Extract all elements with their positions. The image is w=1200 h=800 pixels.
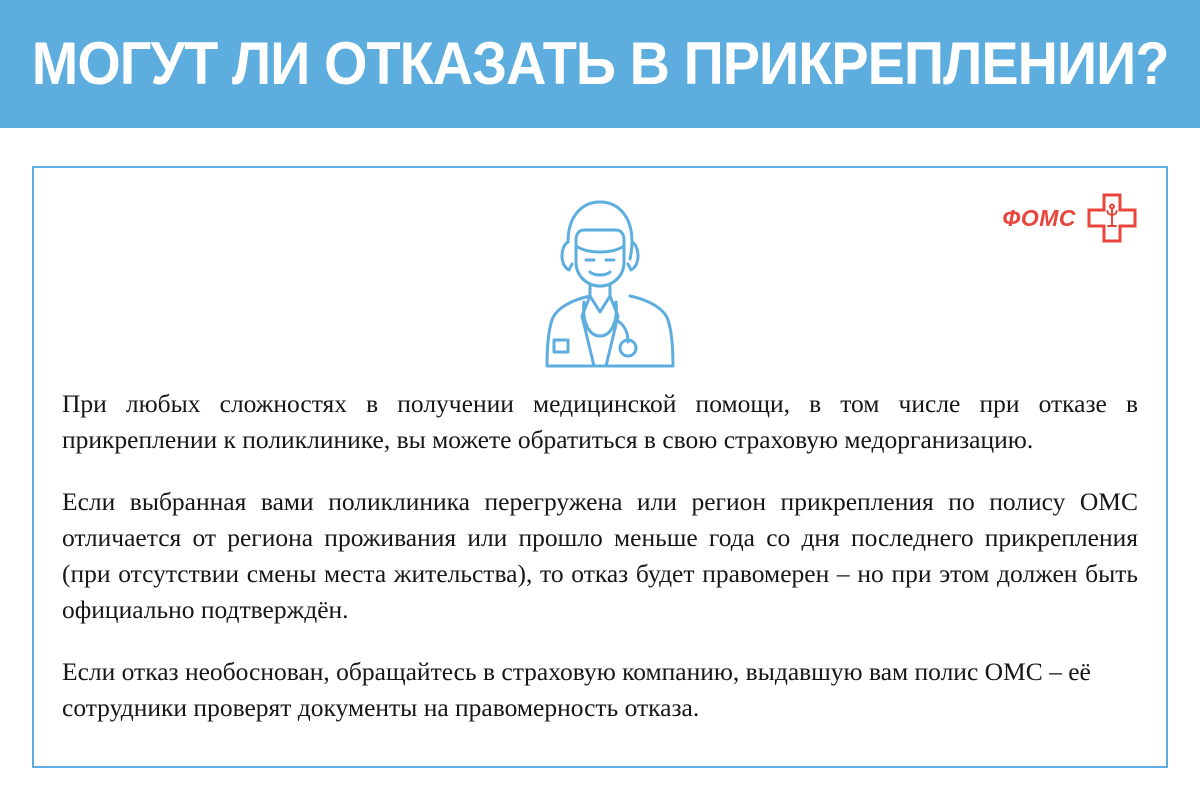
- doctor-with-stethoscope-icon: [510, 190, 690, 380]
- content-card: [32, 166, 1168, 768]
- header-banner: [0, 0, 1200, 128]
- page-title: МОГУТ ЛИ ОТКАЗАТЬ В ПРИКРЕПЛЕНИИ?: [31, 30, 1169, 97]
- body-text: [62, 386, 1138, 726]
- foms-logo-text: ФОМС: [1002, 204, 1076, 231]
- medical-cross-icon: [1086, 192, 1138, 244]
- paragraph-2: Если выбранная вами поликлиника перегружена или регион прикрепления по полису ОМС отличается от региона проживания или прошло меньше года со дня последнего прикрепления (при отсутствии смены места жительства), то отказ будет правомерен – но при этом должен быть официально подтверждён.: [62, 487, 1138, 624]
- paragraph-3: Если отказ необоснован, обращайтесь в страховую компанию, выдавшую вам полис ОМС – её сотрудники проверят документы на правомерность отказа.: [62, 657, 1091, 722]
- foms-logo: [1002, 192, 1138, 244]
- paragraph-1: При любых сложностях в получении медицинской помощи, в том числе при отказе в прикреплении к поликлинике, вы можете обратиться в свою страховую медорганизацию.: [62, 389, 1138, 454]
